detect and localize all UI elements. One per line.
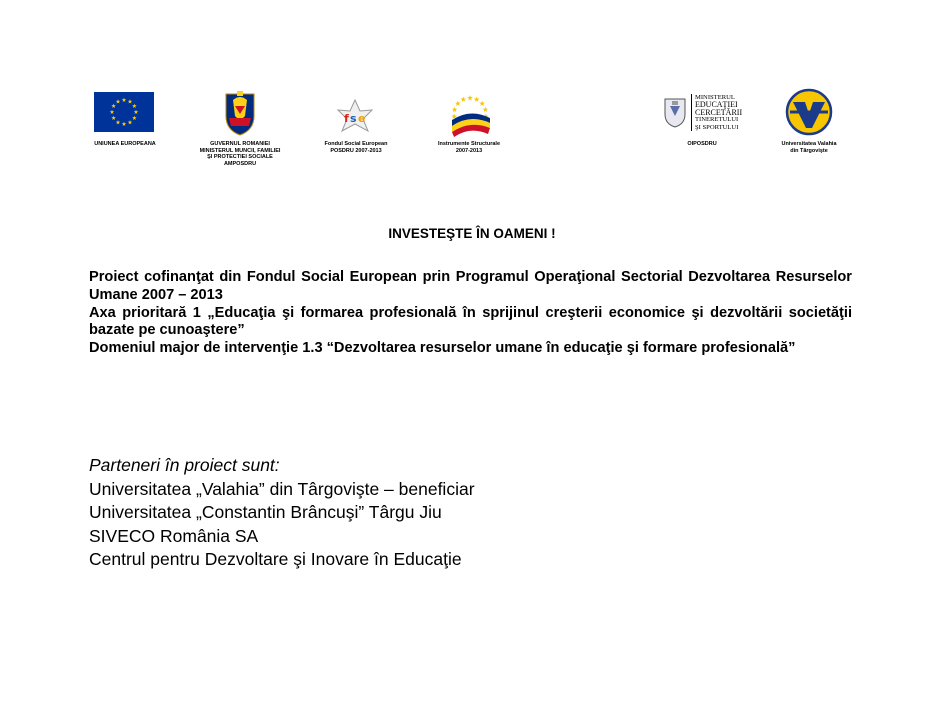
motto-heading: INVESTEŞTE ÎN OAMENI ! [388,226,556,241]
romania-coat-of-arms-icon [223,90,257,136]
intervention-domain: Domeniul major de intervenţie 1.3 “Dezvoltarea resurselor umane în educaţie şi formare profesională” [89,340,796,357]
oiposdru-caption: OIPOSDRU [687,141,717,147]
fse-logo-icon [333,98,377,136]
partners-section [89,454,849,572]
eu-caption: UNIUNEA EUROPEANA [94,141,156,147]
ministry-line: MINISTERUL [695,94,735,101]
ministry-seal-icon [662,96,688,128]
svg-text:s: s [350,112,357,125]
partner-item: Centrul pentru Dezvoltare şi Inovare în Educaţie [89,549,462,569]
star-icon [467,95,473,100]
eu-flag-icon [94,92,154,132]
ministry-line: EDUCAŢIEI [695,100,738,110]
ministry-line: TINERETULUI [695,116,739,124]
valahia-caption: Universitatea Valahia din Târgovişte [781,141,837,154]
structural-instruments-caption: Instrumente Structurale 2007-2013 [437,141,501,154]
partners-title: Parteneri în proiect sunt: [89,455,280,475]
star-icon [460,96,466,101]
partner-item: SIVECO România SA [89,525,259,546]
project-description: Proiect cofinanţat din Fondul Social European prin Programul Operaţional Sectorial Dezvoltarea Resurselor Umane 2007 – 2013 [89,269,852,303]
fse-caption: Fondul Social European POSDRU 2007-2013 [324,141,388,154]
priority-axis: Axa prioritară 1 „Educaţia şi formarea profesională în sprijinul creşterii economice şi dezvoltării societăţii bazate pe cunoaştere” [89,304,852,339]
valahia-university-icon [785,88,833,136]
government-caption: GUVERNUL ROMANIEI MINISTERUL MUNCII, FAMILIEI ŞI PROTECTIEI SOCIALE AMPOSDRU [199,141,281,167]
star-icon [479,101,485,106]
structural-instruments-icon [446,90,494,138]
partner-item: Universitatea „Valahia” din Târgovişte – beneficiar [89,478,475,499]
partner-item: Universitatea „Constantin Brâncuşi” Târgu Jiu [89,502,442,522]
project-intro [89,269,852,358]
star-icon [452,107,458,112]
logo-banner [0,0,942,180]
ministry-line: CERCETĂRII [695,107,743,117]
svg-text:f: f [344,112,349,125]
ministry-line: ŞI SPORTULUI [695,123,739,131]
star-icon [474,96,480,101]
svg-text:e: e [358,112,366,125]
star-icon [455,101,461,106]
ministry-text [695,94,765,131]
star-icon [483,107,489,112]
